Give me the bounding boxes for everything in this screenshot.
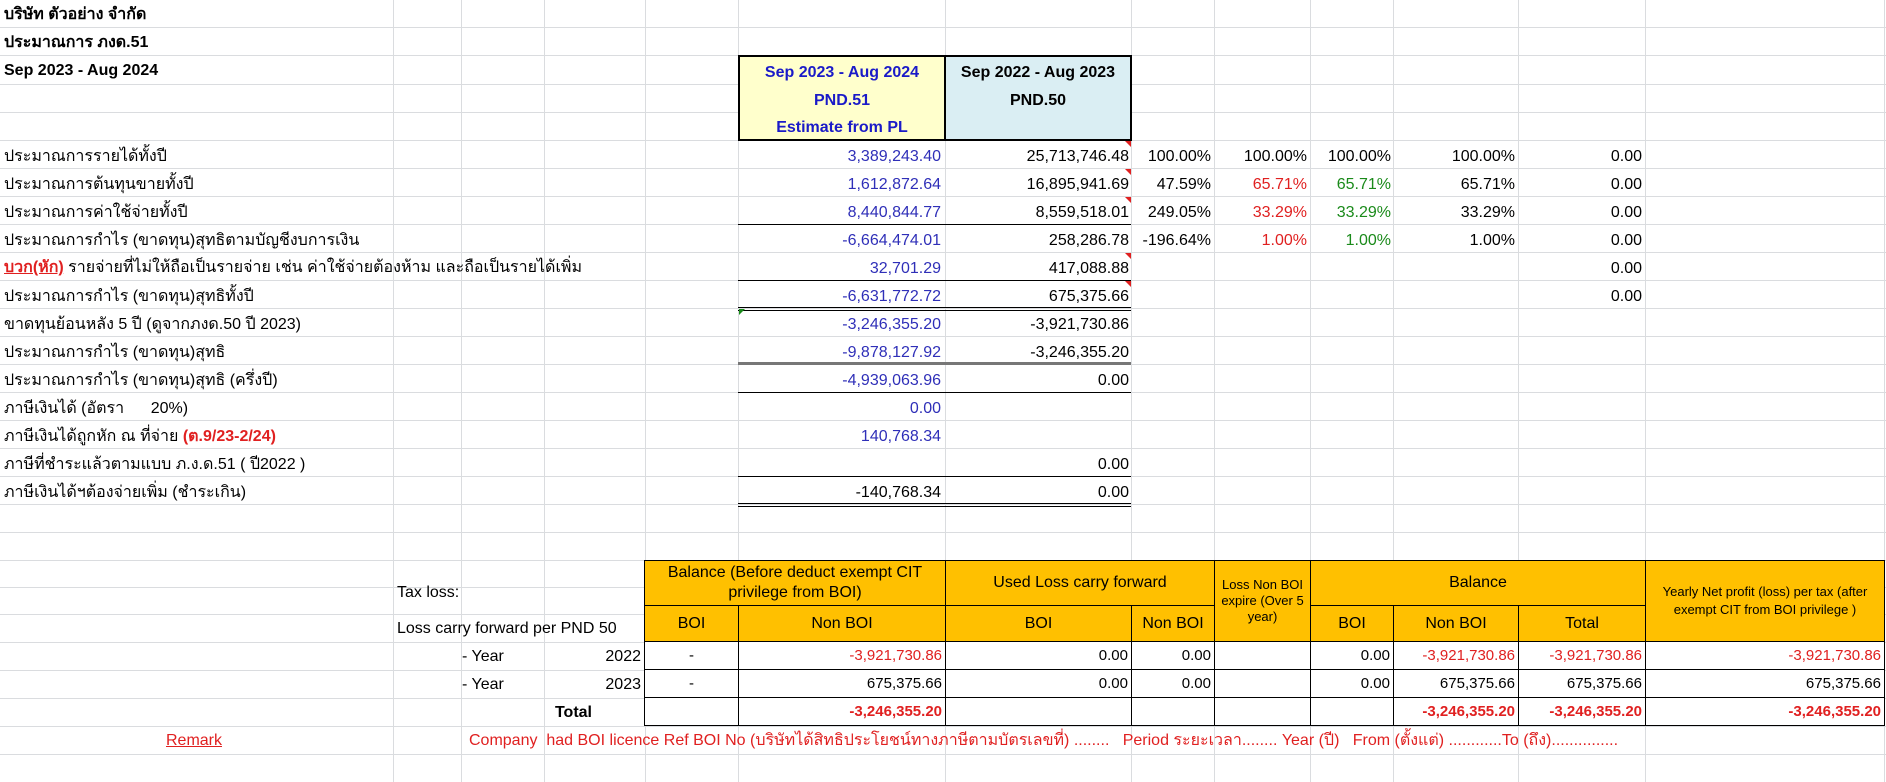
- value-pnd50: 0.00: [1097, 456, 1129, 473]
- value-pnd50: 675,375.66: [1048, 288, 1129, 305]
- gridline: [0, 448, 1886, 449]
- pct-3: 1.00%: [1345, 232, 1391, 249]
- value-pnd50: 0.00: [1097, 484, 1129, 501]
- row-label: [4, 428, 276, 446]
- taxloss-title: Tax loss:: [397, 584, 460, 601]
- comment-indicator[interactable]: [1125, 253, 1131, 259]
- header-loss-expire: Loss Non BOI expire (Over 5 year): [1214, 560, 1311, 642]
- boi-value: -: [644, 669, 739, 698]
- row-label: ประมาณการกำไร (ขาดทุน)สุทธิ (ครึ่งปี): [4, 372, 278, 389]
- value-pnd50: 25,713,746.48: [1026, 148, 1129, 165]
- value-pnd51: 32,701.29: [869, 260, 941, 277]
- pct-1: 100.00%: [1147, 148, 1211, 165]
- pct-3: 65.71%: [1336, 176, 1391, 193]
- row-label: ภาษีที่ชำระแล้วตามแบบ ภ.ง.ด.51 ( ปี2022 ): [4, 456, 306, 473]
- underline: [738, 224, 1131, 225]
- row-label: ประมาณการกำไร (ขาดทุน)สุทธิทั้งปี: [4, 288, 254, 305]
- header-period-1: Sep 2023 - Aug 2024: [764, 64, 920, 81]
- comment-indicator[interactable]: [1125, 197, 1131, 203]
- total-yearly: -3,246,355.20: [1645, 697, 1885, 726]
- used-nonboi-value: 0.00: [1131, 669, 1215, 698]
- row-label: ประมาณการรายได้ทั้งปี: [4, 148, 167, 165]
- value-pnd50: 0.00: [1097, 372, 1129, 389]
- row-label: ขาดทุนย้อนหลัง 5 ปี (ดูจากภงด.50 ปี 2023): [4, 316, 301, 333]
- pct-2: 1.00%: [1261, 232, 1307, 249]
- total-bal-total: -3,246,355.20: [1518, 697, 1646, 726]
- taxloss-subtitle: Loss carry forward per PND 50: [397, 620, 617, 637]
- underline: [738, 476, 1131, 477]
- value-pnd51: -4,939,063.96: [842, 372, 941, 389]
- column-header-pnd51: [738, 55, 946, 141]
- total-label: Total: [554, 704, 592, 721]
- pct-4: 100.00%: [1451, 148, 1515, 165]
- header-source-1: Estimate from PL: [776, 119, 908, 136]
- row-label-text: รายจ่ายที่ไม่ให้ถือเป็นรายจ่าย เช่น ค่าใช้จ่ายต้องห้าม และถือเป็นรายได้เพิ่ม: [63, 259, 583, 276]
- zero-value: 0.00: [1610, 232, 1642, 249]
- total-bal-boi: [1310, 697, 1394, 726]
- used-boi-value: 0.00: [945, 641, 1132, 670]
- total-loss-expire: [1214, 697, 1311, 726]
- value-pnd51: 1,612,872.64: [847, 176, 941, 193]
- comment-indicator[interactable]: [1125, 281, 1131, 287]
- period-title: Sep 2023 - Aug 2024: [4, 62, 159, 79]
- yearly-value: 675,375.66: [1645, 669, 1885, 698]
- pct-1: 47.59%: [1156, 176, 1211, 193]
- gridline: [0, 754, 1886, 755]
- value-pnd50: 417,088.88: [1048, 260, 1129, 277]
- year-label: - Year: [462, 648, 504, 665]
- used-boi-value: 0.00: [945, 669, 1132, 698]
- loss-expire-value: [1214, 641, 1311, 670]
- boi-value: -: [644, 641, 739, 670]
- pct-2: 33.29%: [1252, 204, 1307, 221]
- header-bal-boi: BOI: [1310, 605, 1394, 642]
- green-error-indicator[interactable]: [739, 309, 745, 315]
- thick-underline: [738, 362, 1131, 365]
- row-label: ภาษีเงินได้ฯต้องจ่ายเพิ่ม (ชำระเกิน): [4, 484, 247, 501]
- year-value: 2022: [605, 648, 641, 665]
- zero-value: 0.00: [1610, 148, 1642, 165]
- value-pnd51: 140,768.34: [860, 428, 941, 445]
- value-pnd50: 8,559,518.01: [1035, 204, 1129, 221]
- header-balance: Balance: [1310, 560, 1646, 606]
- add-deduct-label: บวก(หัก): [4, 259, 64, 276]
- header-used-boi: BOI: [945, 605, 1132, 642]
- row-label: ภาษีเงินได้ (อัตรา 20%): [4, 400, 189, 417]
- remark-link[interactable]: Remark: [166, 732, 223, 749]
- total-used-boi: [945, 697, 1132, 726]
- value-pnd51: -3,246,355.20: [842, 316, 941, 333]
- bal-boi-value: 0.00: [1310, 669, 1394, 698]
- header-form-1: PND.51: [813, 92, 871, 109]
- gridline: [0, 726, 1886, 727]
- pct-1: 249.05%: [1147, 204, 1211, 221]
- header-yearly: Yearly Net profit (loss) per tax (after exempt CIT from BOI privilege ): [1645, 560, 1885, 642]
- header-period-2: Sep 2022 - Aug 2023: [960, 64, 1116, 81]
- value-pnd51: -6,631,772.72: [842, 288, 941, 305]
- row-label: [4, 259, 582, 277]
- column-header-pnd50: [944, 55, 1132, 141]
- comment-indicator[interactable]: [1125, 169, 1131, 175]
- row-label: ประมาณการกำไร (ขาดทุน)สุทธิ: [4, 344, 226, 361]
- bal-nonboi-value: -3,921,730.86: [1393, 641, 1519, 670]
- bal-boi-value: 0.00: [1310, 641, 1394, 670]
- gridline: [0, 532, 1886, 533]
- row-label: ประมาณการกำไร (ขาดทุน)สุทธิตามบัญชีงบการเงิน: [4, 232, 360, 249]
- header-balance-before: Balance (Before deduct exempt CIT privilege from BOI): [644, 560, 946, 606]
- pct-3: 33.29%: [1336, 204, 1391, 221]
- zero-value: 0.00: [1610, 176, 1642, 193]
- comment-indicator[interactable]: [1125, 141, 1131, 147]
- gridline: [0, 252, 1886, 253]
- double-underline: [738, 503, 1131, 507]
- nonboi-value: -3,921,730.86: [738, 641, 946, 670]
- total-boi: [644, 697, 739, 726]
- header-used-nonboi: Non BOI: [1131, 605, 1215, 642]
- gridline: [0, 420, 1886, 421]
- form-title: ประมาณการ ภงด.51: [4, 34, 149, 51]
- value-pnd51: 0.00: [909, 400, 941, 417]
- value-pnd51: -9,878,127.92: [842, 344, 941, 361]
- year-label: - Year: [462, 676, 504, 693]
- remark-text: Company had BOI licence Ref BOI No (บริษัทได้สิทธิประโยชน์ทางภาษีตามบัตรเลขที่) ........ Period ระยะเวลา........ Year (ปี) From (ตั้งแต่) ............To (ถึง)...............: [469, 732, 1619, 749]
- value-pnd51: 3,389,243.40: [847, 148, 941, 165]
- total-bal-nonboi: -3,246,355.20: [1393, 697, 1519, 726]
- value-pnd51: -6,664,474.01: [842, 232, 941, 249]
- double-underline: [738, 307, 1131, 311]
- header-bal-nonboi: Non BOI: [1393, 605, 1519, 642]
- bal-total-value: -3,921,730.86: [1518, 641, 1646, 670]
- gridline: [0, 168, 1886, 169]
- pct-4: 33.29%: [1460, 204, 1515, 221]
- underline: [738, 392, 1131, 393]
- value-pnd50: -3,246,355.20: [1030, 344, 1129, 361]
- bal-nonboi-value: 675,375.66: [1393, 669, 1519, 698]
- underline: [738, 280, 1131, 281]
- pct-2: 100.00%: [1243, 148, 1307, 165]
- bal-total-value: 675,375.66: [1518, 669, 1646, 698]
- value-pnd50: 16,895,941.69: [1026, 176, 1129, 193]
- year-value: 2023: [605, 676, 641, 693]
- header-form-2: PND.50: [1009, 92, 1067, 109]
- value-pnd51: -140,768.34: [855, 484, 941, 501]
- zero-value: 0.00: [1610, 288, 1642, 305]
- header-nonboi: Non BOI: [738, 605, 946, 642]
- header-boi: BOI: [644, 605, 739, 642]
- zero-value: 0.00: [1610, 260, 1642, 277]
- company-name: บริษัท ตัวอย่าง จำกัด: [4, 6, 147, 23]
- value-pnd50: 258,286.78: [1048, 232, 1129, 249]
- used-nonboi-value: 0.00: [1131, 641, 1215, 670]
- pct-4: 1.00%: [1469, 232, 1515, 249]
- nonboi-value: 675,375.66: [738, 669, 946, 698]
- total-used-nonboi: [1131, 697, 1215, 726]
- zero-value: 0.00: [1610, 204, 1642, 221]
- value-pnd50: -3,921,730.86: [1030, 316, 1129, 333]
- row-label-text: ภาษีเงินได้ถูกหัก ณ ที่จ่าย: [4, 428, 183, 445]
- gridline: [0, 27, 1886, 28]
- pct-1: -196.64%: [1142, 232, 1211, 249]
- row-label: ประมาณการค่าใช้จ่ายทั้งปี: [4, 204, 188, 221]
- withholding-period: (ต.9/23-2/24): [182, 428, 276, 445]
- header-used-loss: Used Loss carry forward: [945, 560, 1215, 606]
- gridline: [0, 336, 1886, 337]
- value-pnd51: 8,440,844.77: [847, 204, 941, 221]
- row-label: ประมาณการต้นทุนขายทั้งปี: [4, 176, 194, 193]
- loss-expire-value: [1214, 669, 1311, 698]
- header-bal-total: Total: [1518, 605, 1646, 642]
- pct-2: 65.71%: [1252, 176, 1307, 193]
- pct-4: 65.71%: [1460, 176, 1515, 193]
- gridline: [393, 0, 394, 782]
- total-nonboi: -3,246,355.20: [738, 697, 946, 726]
- yearly-value: -3,921,730.86: [1645, 641, 1885, 670]
- pct-3: 100.00%: [1327, 148, 1391, 165]
- gridline: [0, 196, 1886, 197]
